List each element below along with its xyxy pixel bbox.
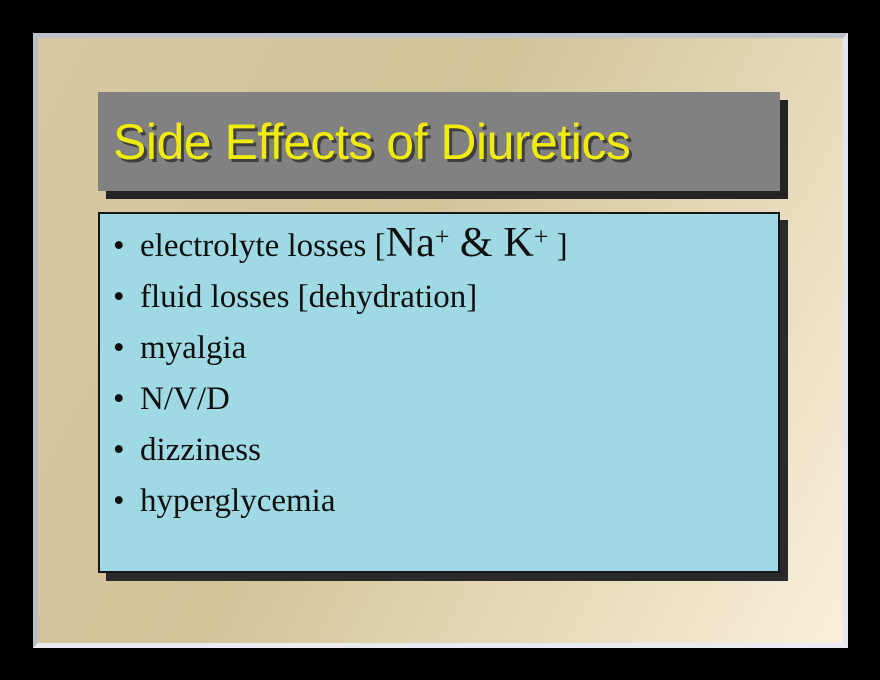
- slide: [33, 33, 848, 648]
- bullet-text-segment: Na: [385, 219, 435, 266]
- bullet-text-segment: K: [503, 219, 534, 266]
- title-bar: [98, 92, 780, 191]
- bullet-item: [100, 272, 778, 323]
- bullet-list: [100, 214, 778, 527]
- bullet-item: [100, 323, 778, 374]
- bullet-text-segment: ]: [548, 228, 568, 264]
- bullet-marker: •: [113, 228, 125, 264]
- bullet-marker: •: [113, 279, 125, 315]
- bullet-text-segment: +: [533, 222, 549, 251]
- bullet-item: [100, 476, 778, 527]
- bullet-text-segment: &: [449, 219, 504, 266]
- bullet-text-segment: dizziness: [140, 432, 261, 468]
- content-box: [98, 212, 780, 573]
- bullet-marker: •: [113, 483, 125, 519]
- bullet-text-segment: myalgia: [140, 330, 247, 366]
- bullet-item: [100, 374, 778, 425]
- bullet-text-segment: N/V/D: [140, 381, 230, 417]
- bullet-marker: •: [113, 330, 125, 366]
- bullet-text-segment: electrolyte losses [: [140, 228, 386, 264]
- bullet-marker: •: [113, 432, 125, 468]
- bullet-marker: •: [113, 381, 125, 417]
- bullet-item: [100, 221, 778, 272]
- bullet-text-segment: +: [434, 222, 450, 251]
- slide-title: Side Effects of Diuretics: [113, 113, 631, 170]
- bullet-text-segment: hyperglycemia: [140, 483, 336, 519]
- bullet-text-segment: fluid losses [dehydration]: [140, 279, 478, 315]
- bullet-item: [100, 425, 778, 476]
